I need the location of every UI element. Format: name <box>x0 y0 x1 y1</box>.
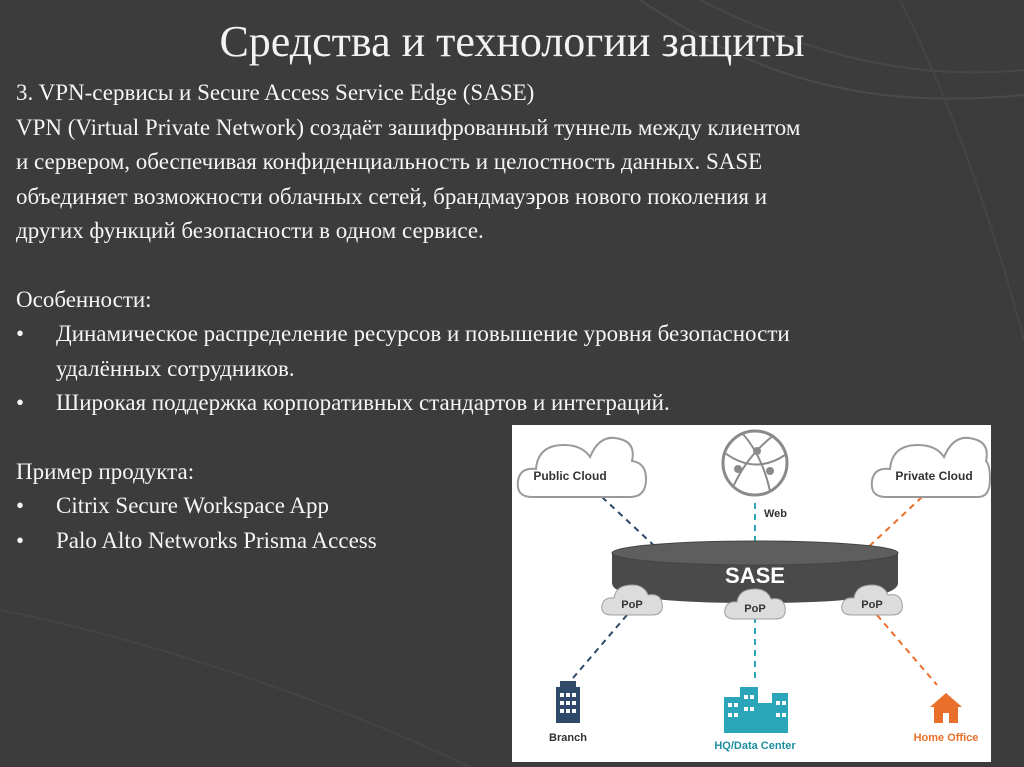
features-label: Особенности: <box>16 286 152 312</box>
sase-diagram-svg <box>512 425 991 762</box>
home-office-icon <box>930 693 962 723</box>
product-text: Palo Alto Networks Prisma Access <box>56 527 377 553</box>
bullet-icon: • <box>16 321 25 346</box>
feature-text: Широкая поддержка корпоративных стандартов и интеграций. <box>56 390 670 415</box>
web-globe-icon <box>723 431 787 495</box>
bullet-icon: • <box>16 493 25 518</box>
web-label: Web <box>764 508 788 520</box>
paragraph-line: других функций безопасности в одном сервисе. <box>16 218 484 243</box>
feature-item <box>16 317 1006 352</box>
sase-label: SASE <box>725 563 785 588</box>
feature-text: удалённых сотрудников. <box>56 355 295 381</box>
paragraph-line: VPN (Virtual Private Network) создаёт зашифрованный туннель между клиентом <box>16 114 801 140</box>
pop-label-right: PoP <box>861 599 883 611</box>
private-cloud-icon <box>872 438 990 497</box>
bullet-icon: • <box>16 527 25 553</box>
feature-text: Динамическое распределение ресурсов и повышение уровня безопасности <box>56 321 790 346</box>
feature-item-continuation <box>16 352 1006 387</box>
paragraph-line: объединяет возможности облачных сетей, брандмауэров нового поколения и <box>16 183 768 209</box>
branch-label: Branch <box>549 732 587 744</box>
public-cloud-icon <box>518 438 646 497</box>
hq-label: HQ/Data Center <box>714 740 796 752</box>
slide-title: Средства и технологии защиты <box>219 17 805 66</box>
public-cloud-label: Public Cloud <box>533 469 607 483</box>
line-branch <box>567 615 627 685</box>
paragraph-line: и сервером, обеспечивая конфиденциальность и целостность данных. SASE <box>16 149 763 174</box>
sase-diagram <box>512 425 991 762</box>
pop-label-left: PoP <box>621 599 643 611</box>
home-office-label: Home Office <box>913 732 979 744</box>
feature-item <box>16 386 1006 421</box>
products-label: Пример продукта: <box>16 458 195 484</box>
hq-building-icon <box>724 687 788 733</box>
section-heading: 3. VPN-сервисы и Secure Access Service Edge (SASE) <box>16 80 535 105</box>
private-cloud-label: Private Cloud <box>895 469 973 483</box>
branch-building-icon <box>556 681 580 723</box>
line-private-cloud <box>862 497 922 553</box>
product-text: Citrix Secure Workspace App <box>56 493 330 518</box>
bullet-icon: • <box>16 390 25 415</box>
pop-label-center: PoP <box>744 603 766 615</box>
line-home <box>877 615 937 685</box>
